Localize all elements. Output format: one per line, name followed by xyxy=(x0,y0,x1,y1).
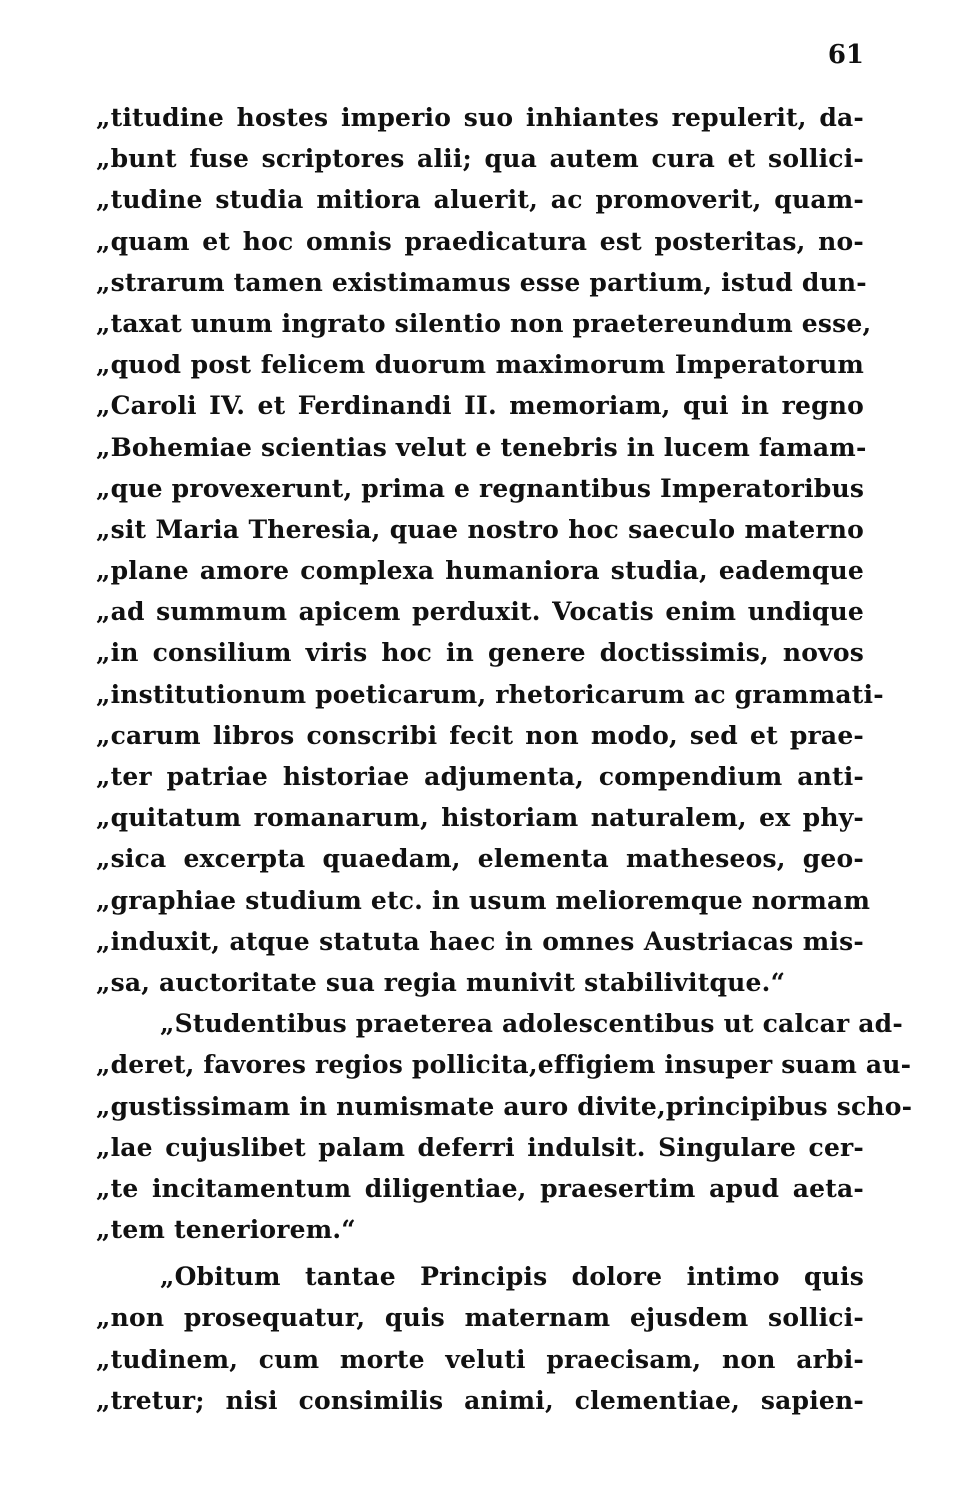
body-text xyxy=(96,97,913,1421)
text-line: „tudinem, cum morte veluti praecisam, non arbi- xyxy=(96,1344,864,1374)
text-line: „bunt fuse scriptores alii; qua autem cura et sollici- xyxy=(96,144,864,174)
text-line: „quitatum romanarum, historiam naturalem, ex phy- xyxy=(96,803,864,833)
text-line: „sa, auctoritate sua regia munivit stabilivitque.“ xyxy=(96,967,786,997)
text-line: „induxit, atque statuta haec in omnes Austriacas mis- xyxy=(96,926,864,956)
text-line: „carum libros conscribi fecit non modo, sed et prae- xyxy=(96,720,864,750)
text-line: „taxat unum ingrato silentio non praetereundum esse, xyxy=(96,308,872,338)
text-line: „tem teneriorem.“ xyxy=(96,1215,356,1245)
text-line: „tretur; nisi consimilis animi, clementiae, sapien- xyxy=(96,1385,864,1415)
text-line: „quam et hoc omnis praedicatura est posteritas, no- xyxy=(96,226,864,256)
text-line: „gustissimam in numismate auro divite,principibus scho- xyxy=(96,1091,913,1121)
text-line: „te incitamentum diligentiae, praesertim apud aeta- xyxy=(96,1173,864,1203)
text-line: „institutionum poeticarum, rhetoricarum ac grammati- xyxy=(96,679,884,709)
text-line: „graphiae studium etc. in usum melioremque normam xyxy=(96,885,871,915)
text-line: „Bohemiae scientias velut e tenebris in lucem famam- xyxy=(96,432,867,462)
text-line: „plane amore complexa humaniora studia, eademque xyxy=(96,556,864,586)
text-line: „deret, favores regios pollicita,effigiem insuper suam au- xyxy=(96,1050,912,1080)
text-line: „lae cujuslibet palam deferri indulsit. Singulare cer- xyxy=(96,1132,864,1162)
text-line: „sit Maria Theresia, quae nostro hoc saeculo materno xyxy=(96,514,864,544)
text-line: „titudine hostes imperio suo inhiantes repulerit, da- xyxy=(96,103,864,132)
text-line: „que provexerunt, prima e regnantibus Imperatoribus xyxy=(96,473,865,503)
text-line: „ter patriae historiae adjumenta, compendium anti- xyxy=(96,762,864,791)
text-line: „Obitum tantae Principis dolore intimo quis xyxy=(160,1262,864,1292)
text-line: „Caroli IV. et Ferdinandi II. memoriam, qui in regno xyxy=(96,391,864,421)
text-line: „quod post felicem duorum maximorum Imperatorum xyxy=(96,350,864,380)
text-line: „strarum tamen existimamus esse partium, istud dun- xyxy=(96,267,867,297)
text-line: „sica excerpta quaedam, elementa matheseos, geo- xyxy=(96,844,864,874)
page-number: 61 xyxy=(827,40,864,70)
text-line: „in consilium viris hoc in genere doctissimis, novos xyxy=(96,638,864,668)
text-line: „ad summum apicem perduxit. Vocatis enim undique xyxy=(96,597,864,627)
text-line: „tudine studia mitiora aluerit, ac promoverit, quam- xyxy=(96,185,864,215)
text-line: „Studentibus praeterea adolescentibus ut calcar ad- xyxy=(160,1009,903,1039)
text-line: „non prosequatur, quis maternam ejusdem sollici- xyxy=(96,1303,864,1333)
